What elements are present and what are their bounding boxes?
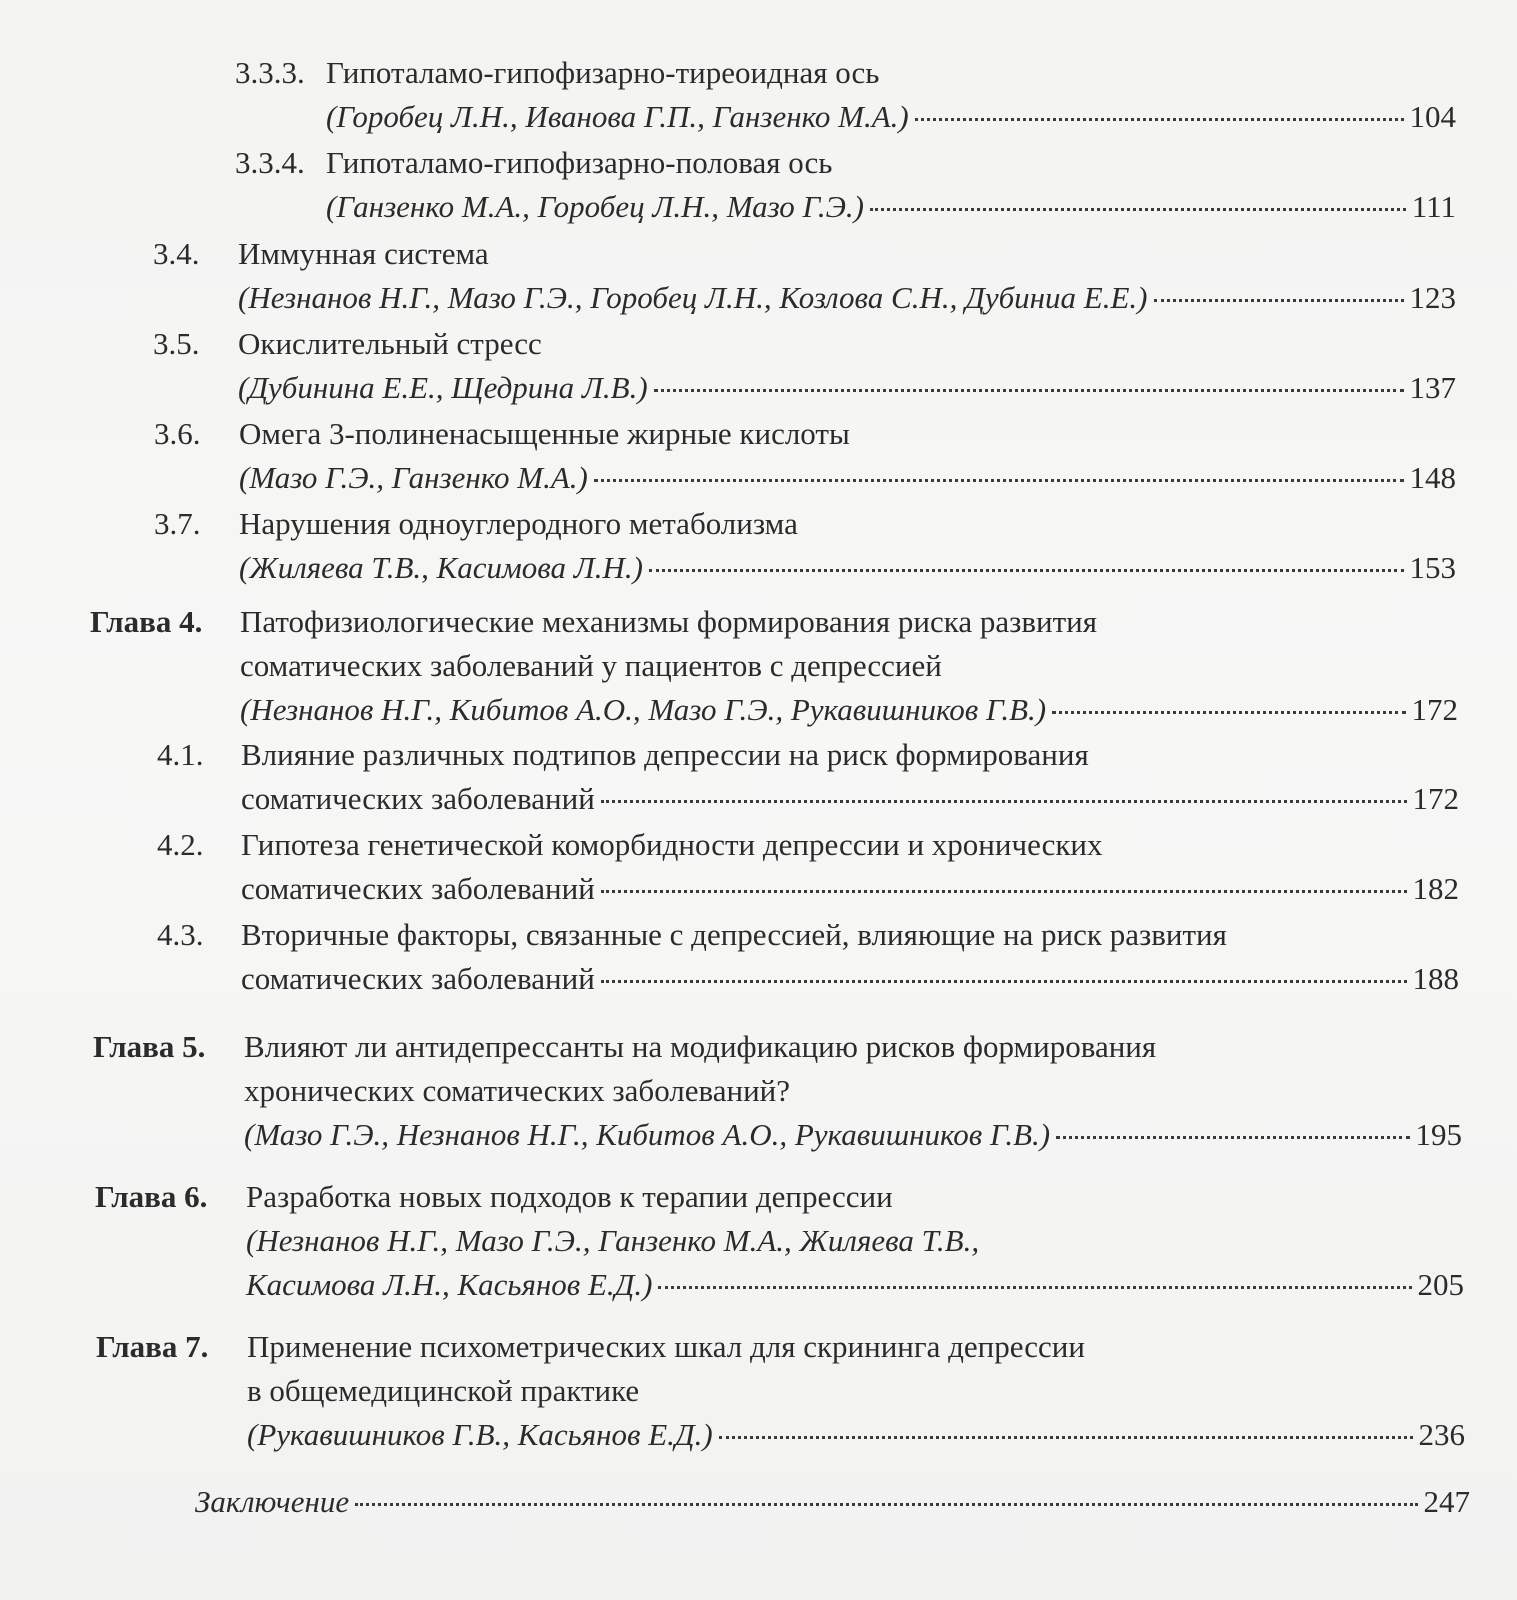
toc-entry bbox=[0, 734, 1517, 826]
entry-title: Омега 3-полиненасыщенные жирные кислоты bbox=[239, 416, 850, 451]
conclusion-label: Заключение bbox=[195, 1484, 350, 1519]
entry-number: 4.3. bbox=[157, 917, 204, 952]
chapter-number: Глава 5. bbox=[93, 1029, 206, 1064]
toc-entry bbox=[0, 413, 1517, 505]
chapter-title-line: Применение психометрических шкал для скрининга депрессии bbox=[247, 1329, 1085, 1364]
entry-title: Гипотеза генетической коморбидности депрессии и хронических bbox=[241, 827, 1103, 862]
entry-authors: (Незнанов Н.Г., Мазо Г.Э., Горобец Л.Н., Козлова С.Н., Дубиниа Е.Е.) bbox=[238, 280, 1148, 315]
entry-page-number: 236 bbox=[1418, 1417, 1465, 1452]
toc-entry bbox=[0, 233, 1517, 325]
entry-page-number: 111 bbox=[1411, 189, 1456, 224]
entry-page-number: 172 bbox=[1412, 781, 1459, 816]
entry-title: Вторичные факторы, связанные с депрессией, влияющие на риск развития bbox=[241, 917, 1227, 952]
toc-entry bbox=[0, 323, 1517, 415]
entry-authors: (Ганзенко М.А., Горобец Л.Н., Мазо Г.Э.) bbox=[326, 189, 864, 224]
toc-entry bbox=[0, 142, 1517, 234]
entry-title: Гипоталамо-гипофизарно-тиреоидная ось bbox=[326, 55, 880, 90]
entry-authors: (Рукавишников Г.В., Касьянов Е.Д.) bbox=[247, 1417, 713, 1452]
toc-entry bbox=[0, 914, 1517, 1006]
toc-conclusion bbox=[195, 1481, 1470, 1527]
toc-entry bbox=[0, 503, 1517, 595]
entry-page-number: 104 bbox=[1409, 99, 1456, 134]
entry-title: Иммунная система bbox=[238, 236, 489, 271]
entry-authors: (Незнанов Н.Г., Кибитов А.О., Мазо Г.Э., Рукавишников Г.В.) bbox=[240, 692, 1047, 727]
toc-chapter-entry bbox=[0, 1176, 1517, 1310]
entry-page-number: 137 bbox=[1409, 370, 1456, 405]
entry-number: 3.7. bbox=[154, 506, 201, 541]
dot-leader bbox=[355, 1503, 1417, 1506]
dot-leader bbox=[649, 569, 1404, 572]
entry-page-number: 123 bbox=[1409, 280, 1456, 315]
entry-authors: (Жиляева Т.В., Касимова Л.Н.) bbox=[239, 550, 643, 585]
chapter-title-line: соматических заболеваний у пациентов с депрессией bbox=[240, 648, 942, 683]
entry-authors: (Горобец Л.Н., Иванова Г.П., Ганзенко М.А.) bbox=[326, 99, 909, 134]
conclusion-page-number: 247 bbox=[1423, 1484, 1470, 1519]
dot-leader bbox=[870, 208, 1406, 211]
entry-page-number: 195 bbox=[1415, 1117, 1462, 1152]
dot-leader bbox=[719, 1436, 1413, 1439]
entry-number: 3.4. bbox=[153, 236, 200, 271]
dot-leader bbox=[594, 479, 1404, 482]
entry-page-number: 188 bbox=[1412, 961, 1459, 996]
dot-leader bbox=[654, 389, 1404, 392]
entry-authors: (Мазо Г.Э., Незнанов Н.Г., Кибитов А.О., Рукавишников Г.В.) bbox=[244, 1117, 1051, 1152]
entry-title-continuation: соматических заболеваний bbox=[241, 961, 595, 996]
chapter-number: Глава 7. bbox=[96, 1329, 209, 1364]
dot-leader bbox=[601, 890, 1407, 893]
entry-title: Нарушения одноуглеродного метаболизма bbox=[239, 506, 798, 541]
entry-page-number: 172 bbox=[1411, 692, 1458, 727]
toc-chapter-entry bbox=[0, 1326, 1517, 1460]
entry-number: 4.1. bbox=[157, 737, 204, 772]
dot-leader bbox=[915, 118, 1404, 121]
entry-title: Окислительный стресс bbox=[238, 326, 542, 361]
entry-authors: Касимова Л.Н., Касьянов Е.Д.) bbox=[246, 1267, 653, 1302]
entry-authors: (Дубинина Е.Е., Щедрина Л.В.) bbox=[238, 370, 648, 405]
toc-chapter-entry bbox=[0, 601, 1517, 735]
toc-entry bbox=[0, 824, 1517, 916]
chapter-number: Глава 4. bbox=[90, 604, 203, 639]
chapter-number: Глава 6. bbox=[95, 1179, 208, 1214]
entry-title-continuation: соматических заболеваний bbox=[241, 781, 595, 816]
dot-leader bbox=[601, 800, 1407, 803]
dot-leader bbox=[1052, 711, 1405, 714]
entry-page-number: 205 bbox=[1417, 1267, 1464, 1302]
toc-entry bbox=[0, 52, 1517, 144]
entry-page-number: 148 bbox=[1409, 460, 1456, 495]
toc-chapter-entry bbox=[0, 1026, 1517, 1160]
chapter-title-line: Влияют ли антидепрессанты на модификацию рисков формирования bbox=[244, 1029, 1157, 1064]
chapter-title-line: хронических соматических заболеваний? bbox=[244, 1073, 791, 1108]
entry-title: Гипоталамо-гипофизарно-половая ось bbox=[326, 145, 833, 180]
entry-authors-line: (Незнанов Н.Г., Мазо Г.Э., Ганзенко М.А., Жиляева Т.В., bbox=[246, 1223, 980, 1258]
chapter-title-line: Патофизиологические механизмы формирования риска развития bbox=[240, 604, 1097, 639]
entry-authors: (Мазо Г.Э., Ганзенко М.А.) bbox=[239, 460, 588, 495]
entry-number: 3.3.4. bbox=[235, 145, 305, 180]
chapter-title-line: Разработка новых подходов к терапии депрессии bbox=[246, 1179, 893, 1214]
entry-number: 4.2. bbox=[157, 827, 204, 862]
dot-leader bbox=[1056, 1136, 1409, 1139]
entry-number: 3.5. bbox=[153, 326, 200, 361]
entry-number: 3.3.3. bbox=[235, 55, 305, 90]
entry-number: 3.6. bbox=[154, 416, 201, 451]
entry-title: Влияние различных подтипов депрессии на риск формирования bbox=[241, 737, 1089, 772]
entry-page-number: 153 bbox=[1409, 550, 1456, 585]
dot-leader bbox=[1154, 299, 1404, 302]
dot-leader bbox=[658, 1286, 1411, 1289]
entry-page-number: 182 bbox=[1412, 871, 1459, 906]
entry-title-continuation: соматических заболеваний bbox=[241, 871, 595, 906]
chapter-title-line: в общемедицинской практике bbox=[247, 1373, 640, 1408]
dot-leader bbox=[601, 980, 1407, 983]
